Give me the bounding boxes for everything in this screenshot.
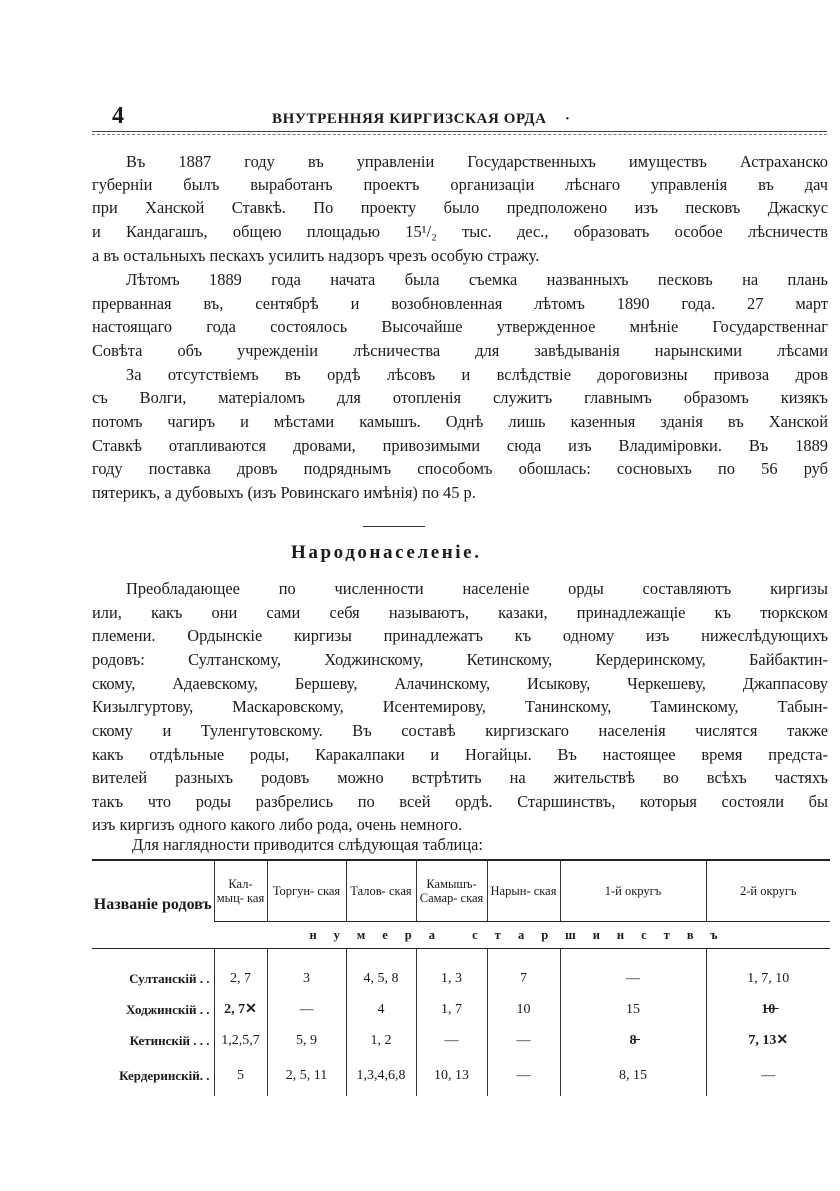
clan-name: Султанскій . . [129,970,210,986]
paragraph-line: скому, Адаевскому, Бершеву, Алачинскому, Исыкову, Черкешеву, Джаппасову [92,674,828,693]
section-title: Народонаселеніе. [291,542,482,563]
table-cell: 1̶0̶ [706,994,830,1025]
table-cell: — [560,949,706,995]
column-header: Торгун- ская [267,860,346,922]
paragraph-line: году поставка дровъ подряднымъ способомъ обошлась: сосновыхъ по 56 руб [92,459,828,478]
paragraph-line: а въ остальныхъ пескахъ усилить надзоръ чрезъ особую стражу. [92,246,540,265]
table-intro: Для наглядности приводится слѣдующая таблица: [132,835,483,854]
paragraph-line: съ Волги, матеріаломъ для отопленія служитъ главнымъ образомъ кизякъ [92,388,828,407]
table-cell: — [706,1056,830,1096]
column-header: Нарын- ская [487,860,560,922]
table-header-row [92,860,830,922]
table-cell: 1,2,5,7 [214,1025,267,1056]
row-header: Названіе родовъ [92,860,214,949]
table-cell: 7, 13✕ [706,1025,830,1056]
paragraph-line: Преобладающее по численности населеніе орды составляютъ киргизы [126,579,828,598]
paragraph-line: изъ киргизъ одного какого либо рода, очень немного. [92,815,463,834]
clan-name: Кердеринскій. . [119,1068,210,1083]
paragraph-line: губерніи былъ выработанъ проектъ организаціи лѣснаго управленія въ дач [92,175,828,194]
paragraph-line: Совѣта объ учрежденіи лѣсничества для завѣдыванія нарынскими лѣсами [92,341,828,360]
table-cell: 2, 7 [214,949,267,995]
table-cell: 1, 7 [416,994,487,1025]
paragraph-line: или, какъ они сами себя называютъ, казаки, принадлежащіе къ тюркском [92,603,828,622]
paragraph-line: племени. Ордынскіе киргизы принадлежатъ къ одному изъ нижеслѣдующихъ [92,626,828,645]
paragraph-line: и Кандагашъ, общею площадью 15¹/₂ тыс. дес., образовать особое лѣсничеств [92,222,828,241]
table-cell: — [416,1025,487,1056]
page-number: 4 [112,103,124,129]
table-cell: 10 [487,994,560,1025]
table-cell: 2, 5, 11 [267,1056,346,1096]
table-cell: 1, 2 [346,1025,416,1056]
paragraph-line: Кизылгуртову, Маскаровскому, Исентемирову, Танинскому, Таминскому, Табын- [92,697,828,716]
paragraph-line: Ставкѣ отапливаются дровами, привозимыми сюда изъ Владиміровки. Въ 1889 [92,436,828,455]
paragraph-line: такъ что роды разбрелись по всей ордѣ. Старшинствъ, которыя состояли бы [92,792,828,811]
header-rule [92,131,827,132]
paragraph-line: За отсутствіемъ въ ордѣ лѣсовъ и вслѣдствіе дороговизны привоза дров [126,365,828,384]
column-header: Камышъ- Самар- ская [416,860,487,922]
table-row [92,949,830,995]
paragraph-line: вителей разныхъ родовъ можно встрѣтить на жительствѣ во всѣхъ частяхъ [92,768,828,787]
table-cell: 1,3,4,6,8 [346,1056,416,1096]
table-cell: — [267,994,346,1025]
running-title-text: ВНУТРЕННЯЯ КИРГИЗСКАЯ ОРДА [272,111,547,127]
header-rule-dashed [92,134,827,135]
table-cell: 10, 13 [416,1056,487,1096]
table-cell: 8, 15 [560,1056,706,1096]
paragraph-line: потомъ чагиръ и мѣстами камышъ. Однѣ лишь казенныя зданія въ Ханской [92,412,828,431]
table-cell: 15 [560,994,706,1025]
paragraph-line: прерванная въ, сентябрѣ и возобновленная лѣтомъ 1890 года. 27 март [92,294,828,313]
table-cell: 1, 3 [416,949,487,995]
clan-name: Ходжинскій . . [126,1001,210,1017]
table-cell: 7 [487,949,560,995]
table-cell: 4 [346,994,416,1025]
column-header: 1-й округъ [560,860,706,922]
paragraph-line: родовъ: Султанскому, Ходжинскому, Кетинскому, Кердеринскому, Байбактин- [92,650,828,669]
paragraph-line: пятерикъ, а дубовыхъ (изъ Ровинскаго имѣнія) по 45 р. [92,483,476,502]
table-row [92,994,830,1025]
paragraph-line: настоящаго года состоялось Высочайше утвержденное мнѣніе Государственнаг [92,317,828,336]
running-title [272,111,571,128]
table-row [92,1056,830,1096]
table-cell: 3 [267,949,346,995]
table-cell: 1, 7, 10 [706,949,830,995]
table-cell: 5, 9 [267,1025,346,1056]
table-cell: 4, 5, 8 [346,949,416,995]
table-cell: — [487,1056,560,1096]
table-cell: 2, 7✕ [214,994,267,1025]
table-cell: — [487,1025,560,1056]
paragraph-line: Лѣтомъ 1889 года начата была съемка названныхъ песковъ на плань [126,270,828,289]
column-header: Кал- мыц- кая [214,860,267,922]
subheader: нумера старшинствъ [214,922,830,949]
paragraph-line: скому и Туленгутовскому. Въ составѣ киргизскаго населенія числятся также [92,721,828,740]
section-divider [363,526,425,527]
table-row [92,1025,830,1056]
clans-table [92,859,830,1096]
running-title-mark: · [564,111,571,127]
table-cell: 5 [214,1056,267,1096]
clan-name: Кетинскій . . . [129,1032,210,1048]
table-cell: 8̶ [560,1025,706,1056]
paragraph-line: какъ отдѣльные роды, Каракалпаки и Ногайцы. Въ настоящее время предста- [92,745,828,764]
paragraph-line: при Ханской Ставкѣ. По проекту было предположено изъ песковъ Джаскус [92,198,828,217]
paragraph-line: Въ 1887 году въ управленіи Государственныхъ имуществъ Астраханско [126,152,828,171]
column-header: 2-й округъ [706,860,830,922]
column-header: Талов- ская [346,860,416,922]
